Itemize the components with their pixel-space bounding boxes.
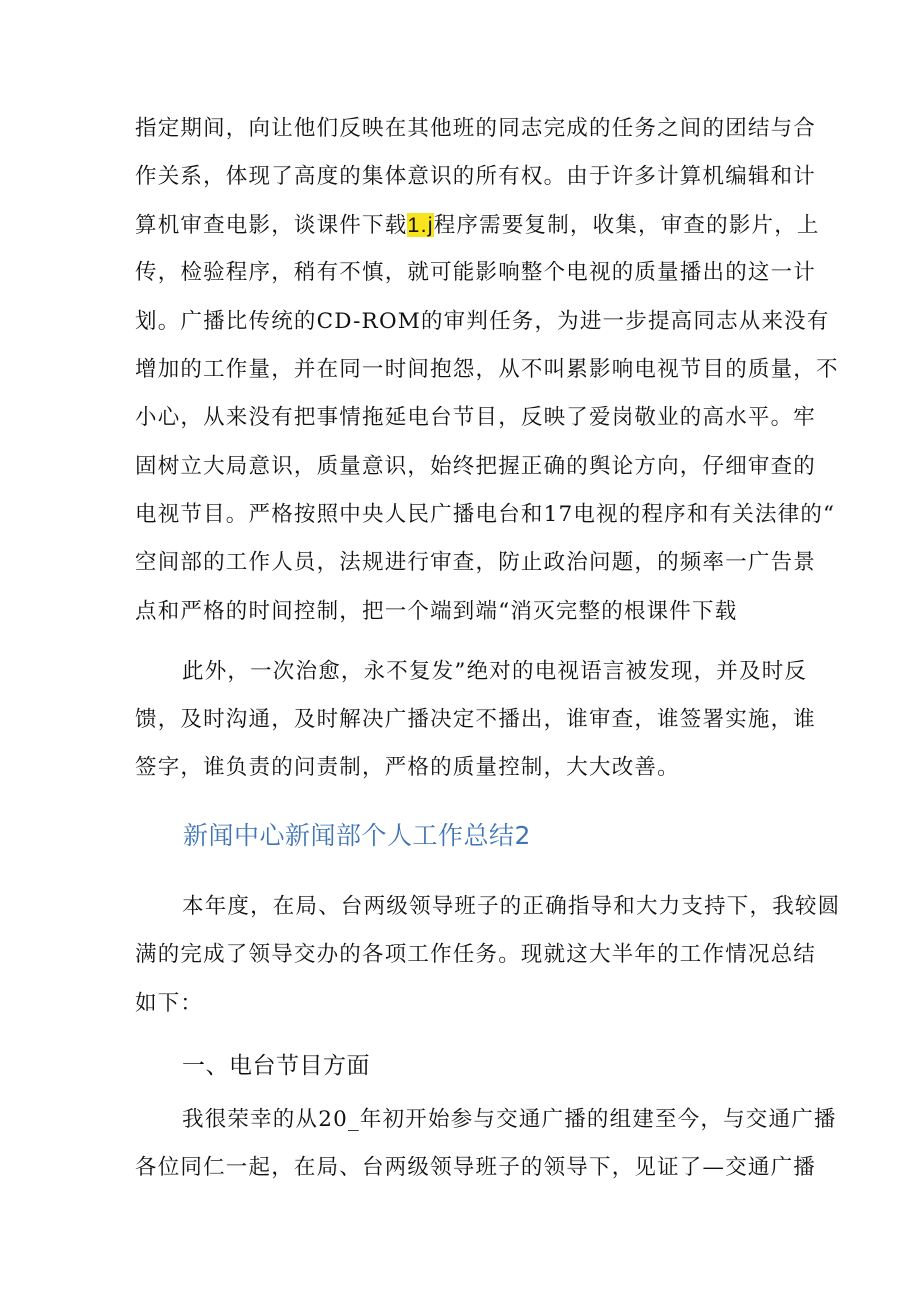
paragraph-1-line-1: 指定期间，向让他们反映在其他班的同志完成的任务之间的团结与合 [135, 116, 817, 141]
highlighted-text: 1.j [407, 213, 434, 237]
sub-heading: 一、电台节目方面 [182, 1053, 370, 1079]
paragraph-2-line-2: 馈，及时沟通，及时解决广播决定不播出，谁审查，谁签署实施，谁 [135, 707, 817, 732]
paragraph-4-line-1: 我很荣幸的从20_年初开始参与交通广播的组建至今，与交通广播 [182, 1107, 837, 1132]
paragraph-1-line-3-part-b: 程序需要复制，收集，审查的影片，上 [433, 213, 820, 238]
paragraph-3-line-2: 满的完成了领导交办的各项工作任务。现就这大半年的工作情况总结 [135, 942, 817, 967]
paragraph-1-line-10: 空间部的工作人员，法规进行审查，防止政治问题，的频率一广告景 [135, 550, 817, 575]
paragraph-1-line-5: 划。广播比传统的CD-ROM的审判任务，为进一步提高同志从来没有 [135, 309, 830, 334]
paragraph-1-line-8: 固树立大局意识，质量意识，始终把握正确的舆论方向，仔细审查的 [135, 454, 817, 479]
paragraph-2-line-1: 此外，一次治愈，永不复发”绝对的电视语言被发现，并及时反 [182, 659, 808, 684]
paragraph-1-line-9: 电视节目。严格按照中央人民广播电台和17电视的程序和有关法律的“ [135, 502, 836, 527]
paragraph-1-line-11: 点和严格的时间控制，把一个端到端“消灭完整的根课件下载 [135, 599, 738, 624]
paragraph-3-line-1: 本年度，在局、台两级领导班子的正确指导和大力支持下，我较圆 [182, 894, 841, 919]
paragraph-1-line-2: 作关系，体现了高度的集体意识的所有权。由于许多计算机编辑和计 [135, 164, 817, 189]
paragraph-2-line-3: 签字，谁负责的问责制，严格的质量控制，大大改善。 [135, 755, 680, 780]
paragraph-1-line-6: 增加的工作量，并在同一时间抱怨，从不叫累影响电视节目的质量，不 [135, 357, 839, 382]
paragraph-4-line-2: 各位同仁一起，在局、台两级领导班子的领导下，见证了—交通广播 [135, 1155, 817, 1180]
paragraph-1-line-3-part-a: 算机审查电影，谈课件下载 [135, 213, 408, 238]
paragraph-1-line-7: 小心，从来没有把事情拖延电台节目，反映了爱岗敬业的高水平。牢 [135, 405, 817, 430]
paragraph-3-line-3: 如下： [135, 991, 204, 1016]
paragraph-1-line-4: 传，检验程序，稍有不慎，就可能影响整个电视的质量播出的这一计 [135, 260, 817, 285]
paragraph-1-line-3 [135, 209, 820, 242]
section-heading: 新闻中心新闻部个人工作总结2 [183, 821, 531, 850]
